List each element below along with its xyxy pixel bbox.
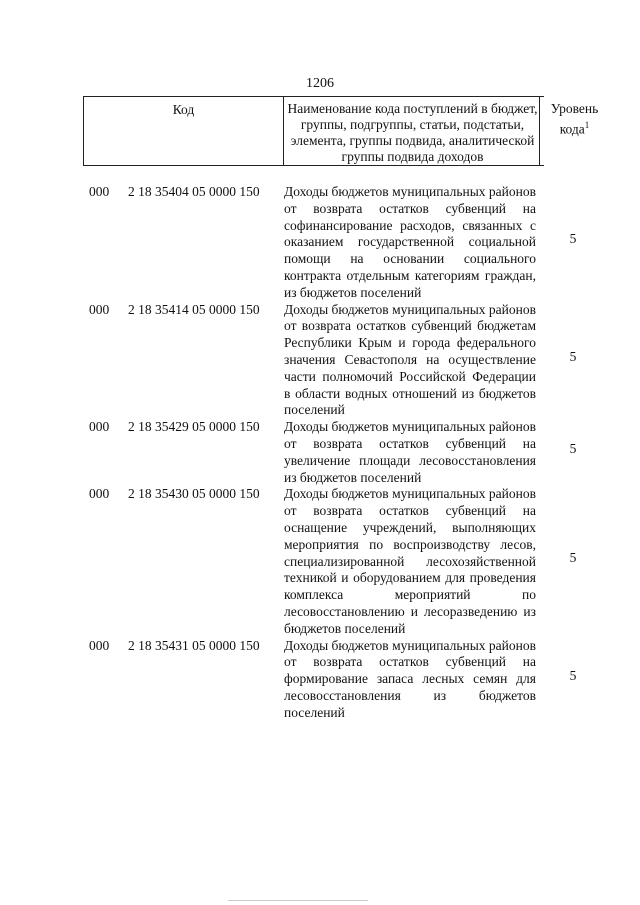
row-name: Доходы бюджетов муниципальных районов от возврата остатков субвенций на оснащение учреждений, выполняющих мероприятия по воспроизводству лесов, специализированной лесохозяйственной техникой и оборудованием для проведения комплекса мероприятий по лесовосстановлению и лесоразведению из бюджетов поселений [284, 486, 536, 636]
header-level-footnote: 1 [584, 120, 590, 130]
row-code: 2 18 35414 05 0000 150 [128, 301, 260, 317]
table-row [0, 184, 640, 302]
row-code: 2 18 35404 05 0000 150 [128, 184, 260, 199]
row-prefix: 000 [89, 184, 110, 199]
header-code: Код [83, 97, 283, 165]
row-level: 5 [569, 550, 577, 566]
scan-edge-line [228, 900, 368, 901]
row-code: 2 18 35429 05 0000 150 [128, 419, 260, 435]
table-row [0, 302, 640, 420]
table-body [0, 184, 640, 722]
row-level: 5 [569, 667, 577, 683]
row-name: Доходы бюджетов муниципальных районов от возврата остатков субвенций на формирование запаса лесных семян для лесовосстановления из бюджетов поселений [284, 637, 536, 720]
row-prefix: 000 [89, 301, 110, 317]
table-row [0, 486, 640, 637]
row-level: 5 [569, 441, 577, 457]
table-header [83, 96, 599, 166]
table-row [0, 419, 640, 486]
page-number: 1206 [306, 76, 334, 91]
row-code: 2 18 35430 05 0000 150 [128, 486, 260, 502]
row-name: Доходы бюджетов муниципальных районов от возврата остатков субвенций на софинансирование расходов, связанных с оказанием государственной социальной помощи на основании социального контракта отдельным категориям граждан, из бюджетов поселений [284, 184, 536, 300]
row-level: 5 [569, 231, 577, 246]
header-name: Наименование кода поступлений в бюджет, группы, подгруппы, статьи, подстатьи, элемента, группы подвида, аналитической группы подвида доходов [283, 97, 541, 165]
row-code: 2 18 35431 05 0000 150 [128, 637, 260, 653]
row-level: 5 [569, 348, 577, 364]
row-name: Доходы бюджетов муниципальных районов от возврата остатков субвенций на увеличение площади лесовосстановления из бюджетов поселений [284, 419, 536, 485]
header-level [539, 97, 609, 165]
row-prefix: 000 [89, 486, 110, 502]
table-row [0, 638, 640, 722]
header-level-label: Уровень кода [550, 101, 599, 137]
row-prefix: 000 [89, 419, 110, 435]
row-prefix: 000 [89, 637, 110, 653]
row-name: Доходы бюджетов муниципальных районов от возврата остатков субвенций бюджетам Республики Крым и города федерального значения Севастополя на осуществление части полномочий Российской Федерации в области водных отношений из бюджетов поселений [284, 301, 536, 418]
